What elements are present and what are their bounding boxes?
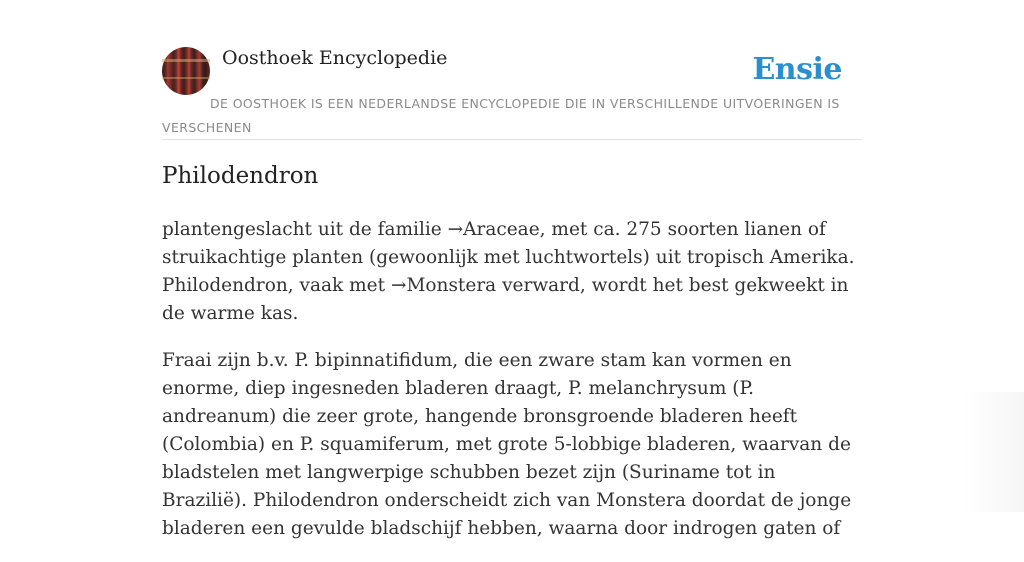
article-paragraph: plantengeslacht uit de familie →Araceae, met ca. 275 soorten lianen of struikachtige planten (gewoonlijk met luchtwortels) uit tropisch Amerika. Philodendron, vaak met →Monstera verward, wordt het best gekweekt in de warme kas.	[162, 219, 855, 324]
site-tagline: DE OOSTHOEK IS EEN NEDERLANDSE ENCYCLOPEDIE DIE IN VERSCHILLENDE UITVOERINGEN IS VERSCHENEN	[162, 96, 840, 135]
site-title[interactable]: Oosthoek Encyclopedie	[222, 47, 448, 69]
site-header	[162, 46, 862, 140]
header-divider	[162, 139, 862, 140]
article-body	[162, 216, 862, 562]
edge-fade	[964, 392, 1024, 512]
site-avatar[interactable]	[162, 47, 210, 95]
article-title: Philodendron	[162, 163, 319, 189]
article-paragraph: Fraai zijn b.v. P. bipinnatifidum, die een zware stam kan vormen en enorme, diep ingesneden bladeren draagt, P. melanchrysum (P. andreanum) die zeer grote, hangende bronsgroende bladeren heeft (Colombia) en P. squamiferum, met grote 5-lobbige bladeren, waarvan de bladstelen met langwerpige schubben bezet zijn (Suriname tot in Brazilië). Philodendron onderscheidt zich van Monstera doordat de jonge bladeren een gevulde bladschijf hebben, waarna door indrogen gaten of	[162, 350, 852, 539]
brand-logo[interactable]: Ensie	[752, 52, 842, 87]
